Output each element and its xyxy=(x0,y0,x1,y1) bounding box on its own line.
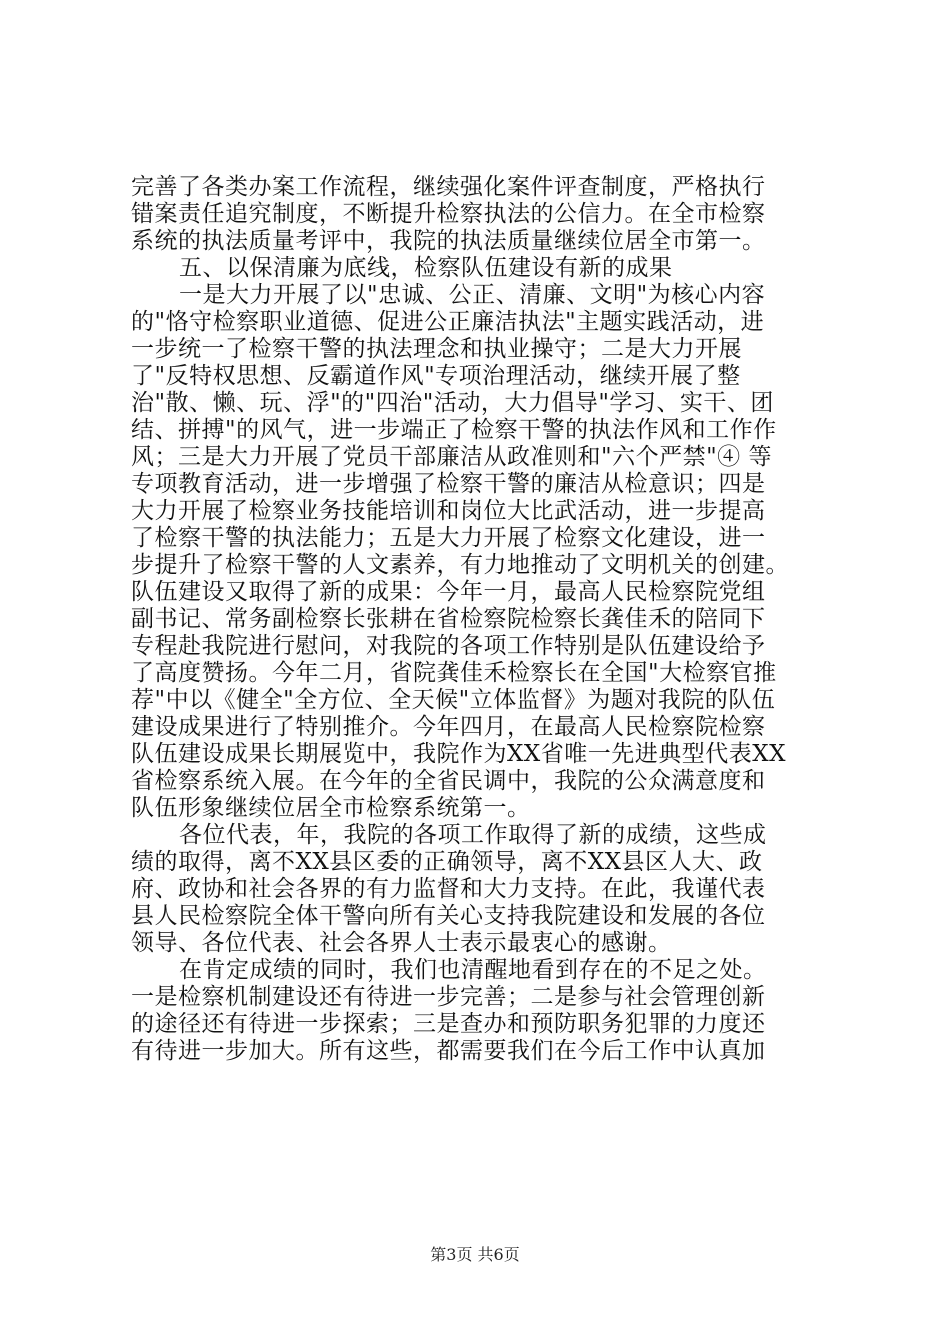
text-line: 建设成果进行了特别推介。今年四月，在最高人民检察院检察 xyxy=(131,714,766,740)
text-line: 领导、各位代表、社会各界人士表示最衷心的感谢。 xyxy=(131,930,672,956)
text-line: 了高度赞扬。今年二月，省院龚佳禾检察长在全国"大检察官推 xyxy=(131,660,777,686)
text-line: 县人民检察院全体干警向所有关心支持我院建设和发展的各位 xyxy=(131,903,766,929)
text-line: 治"散、懒、玩、浮"的"四治"活动，大力倡导"学习、实干、团 xyxy=(131,390,774,416)
text-line: 队伍建设成果长期展览中，我院作为XX省唯一先进典型代表XX xyxy=(131,741,786,767)
text-line: 府、政协和社会各界的有力监督和大力支持。在此，我谨代表 xyxy=(131,876,766,902)
text-line: 省检察系统入展。在今年的全省民调中，我院的公众满意度和 xyxy=(131,768,766,794)
text-line: 绩的取得，离不XX县区委的正确领导，离不XX县区人大、政 xyxy=(131,849,763,875)
text-line: 的"恪守检察职业道德、促进公正廉洁执法"主题实践活动，进 xyxy=(131,309,765,335)
page-number: 第3页 共6页 xyxy=(430,1245,520,1264)
text-line: 大力开展了检察业务技能培训和岗位大比武活动，进一步提高 xyxy=(131,498,766,524)
text-line: 副书记、常务副检察长张耕在省检察院检察长龚佳禾的陪同下 xyxy=(131,606,766,632)
text-line: 步提升了检察干警的人文素养，有力地推动了文明机关的创建。 xyxy=(131,552,789,578)
text-line: 结、拼搏"的风气，进一步端正了检察干警的执法作风和工作作 xyxy=(131,417,777,443)
text-line: 在肯定成绩的同时，我们也清醒地看到存在的不足之处。 xyxy=(179,957,767,983)
text-line: 了"反特权思想、反霸道作风"专项治理活动，继续开展了整 xyxy=(131,363,741,389)
text-line: 队伍形象继续位居全市检察系统第一。 xyxy=(131,795,531,821)
text-line: 的途径还有待进一步探索；三是查办和预防职务犯罪的力度还 xyxy=(131,1011,766,1037)
text-line: 有待进一步加大。所有这些，都需要我们在今后工作中认真加 xyxy=(131,1038,766,1064)
text-line: 队伍建设又取得了新的成果：今年一月，最高人民检察院党组 xyxy=(131,579,766,605)
text-line: 专程赴我院进行慰问，对我院的各项工作特别是队伍建设给予 xyxy=(131,633,766,659)
text-line: 完善了各类办案工作流程，继续强化案件评查制度，严格执行 xyxy=(131,174,766,200)
page-footer xyxy=(0,1245,950,1265)
text-line: 一是大力开展了以"忠诚、公正、清廉、文明"为核心内容 xyxy=(179,282,766,308)
section-heading: 五、以保清廉为底线，检察队伍建设有新的成果 xyxy=(179,255,673,281)
text-line: 了检察干警的执法能力；五是大力开展了检察文化建设，进一 xyxy=(131,525,766,551)
text-line: 一是检察机制建设还有待进一步完善；二是参与社会管理创新 xyxy=(131,984,766,1010)
text-line: 专项教育活动，进一步增强了检察干警的廉洁从检意识；四是 xyxy=(131,471,766,497)
body-text xyxy=(131,174,831,1065)
text-line: 一步统一了检察干警的执法理念和执业操守；二是大力开展 xyxy=(131,336,742,362)
text-line: 各位代表，年，我院的各项工作取得了新的成绩，这些成 xyxy=(179,822,767,848)
text-line: 荐"中以《健全"全方位、全天候"立体监督》为题对我院的队伍 xyxy=(131,687,776,713)
text-line: 风；三是大力开展了党员干部廉洁从政准则和"六个严禁"④ 等 xyxy=(131,444,772,470)
text-line: 系统的执法质量考评中，我院的执法质量继续位居全市第一。 xyxy=(131,228,766,254)
text-line: 错案责任追究制度，不断提升检察执法的公信力。在全市检察 xyxy=(131,201,766,227)
